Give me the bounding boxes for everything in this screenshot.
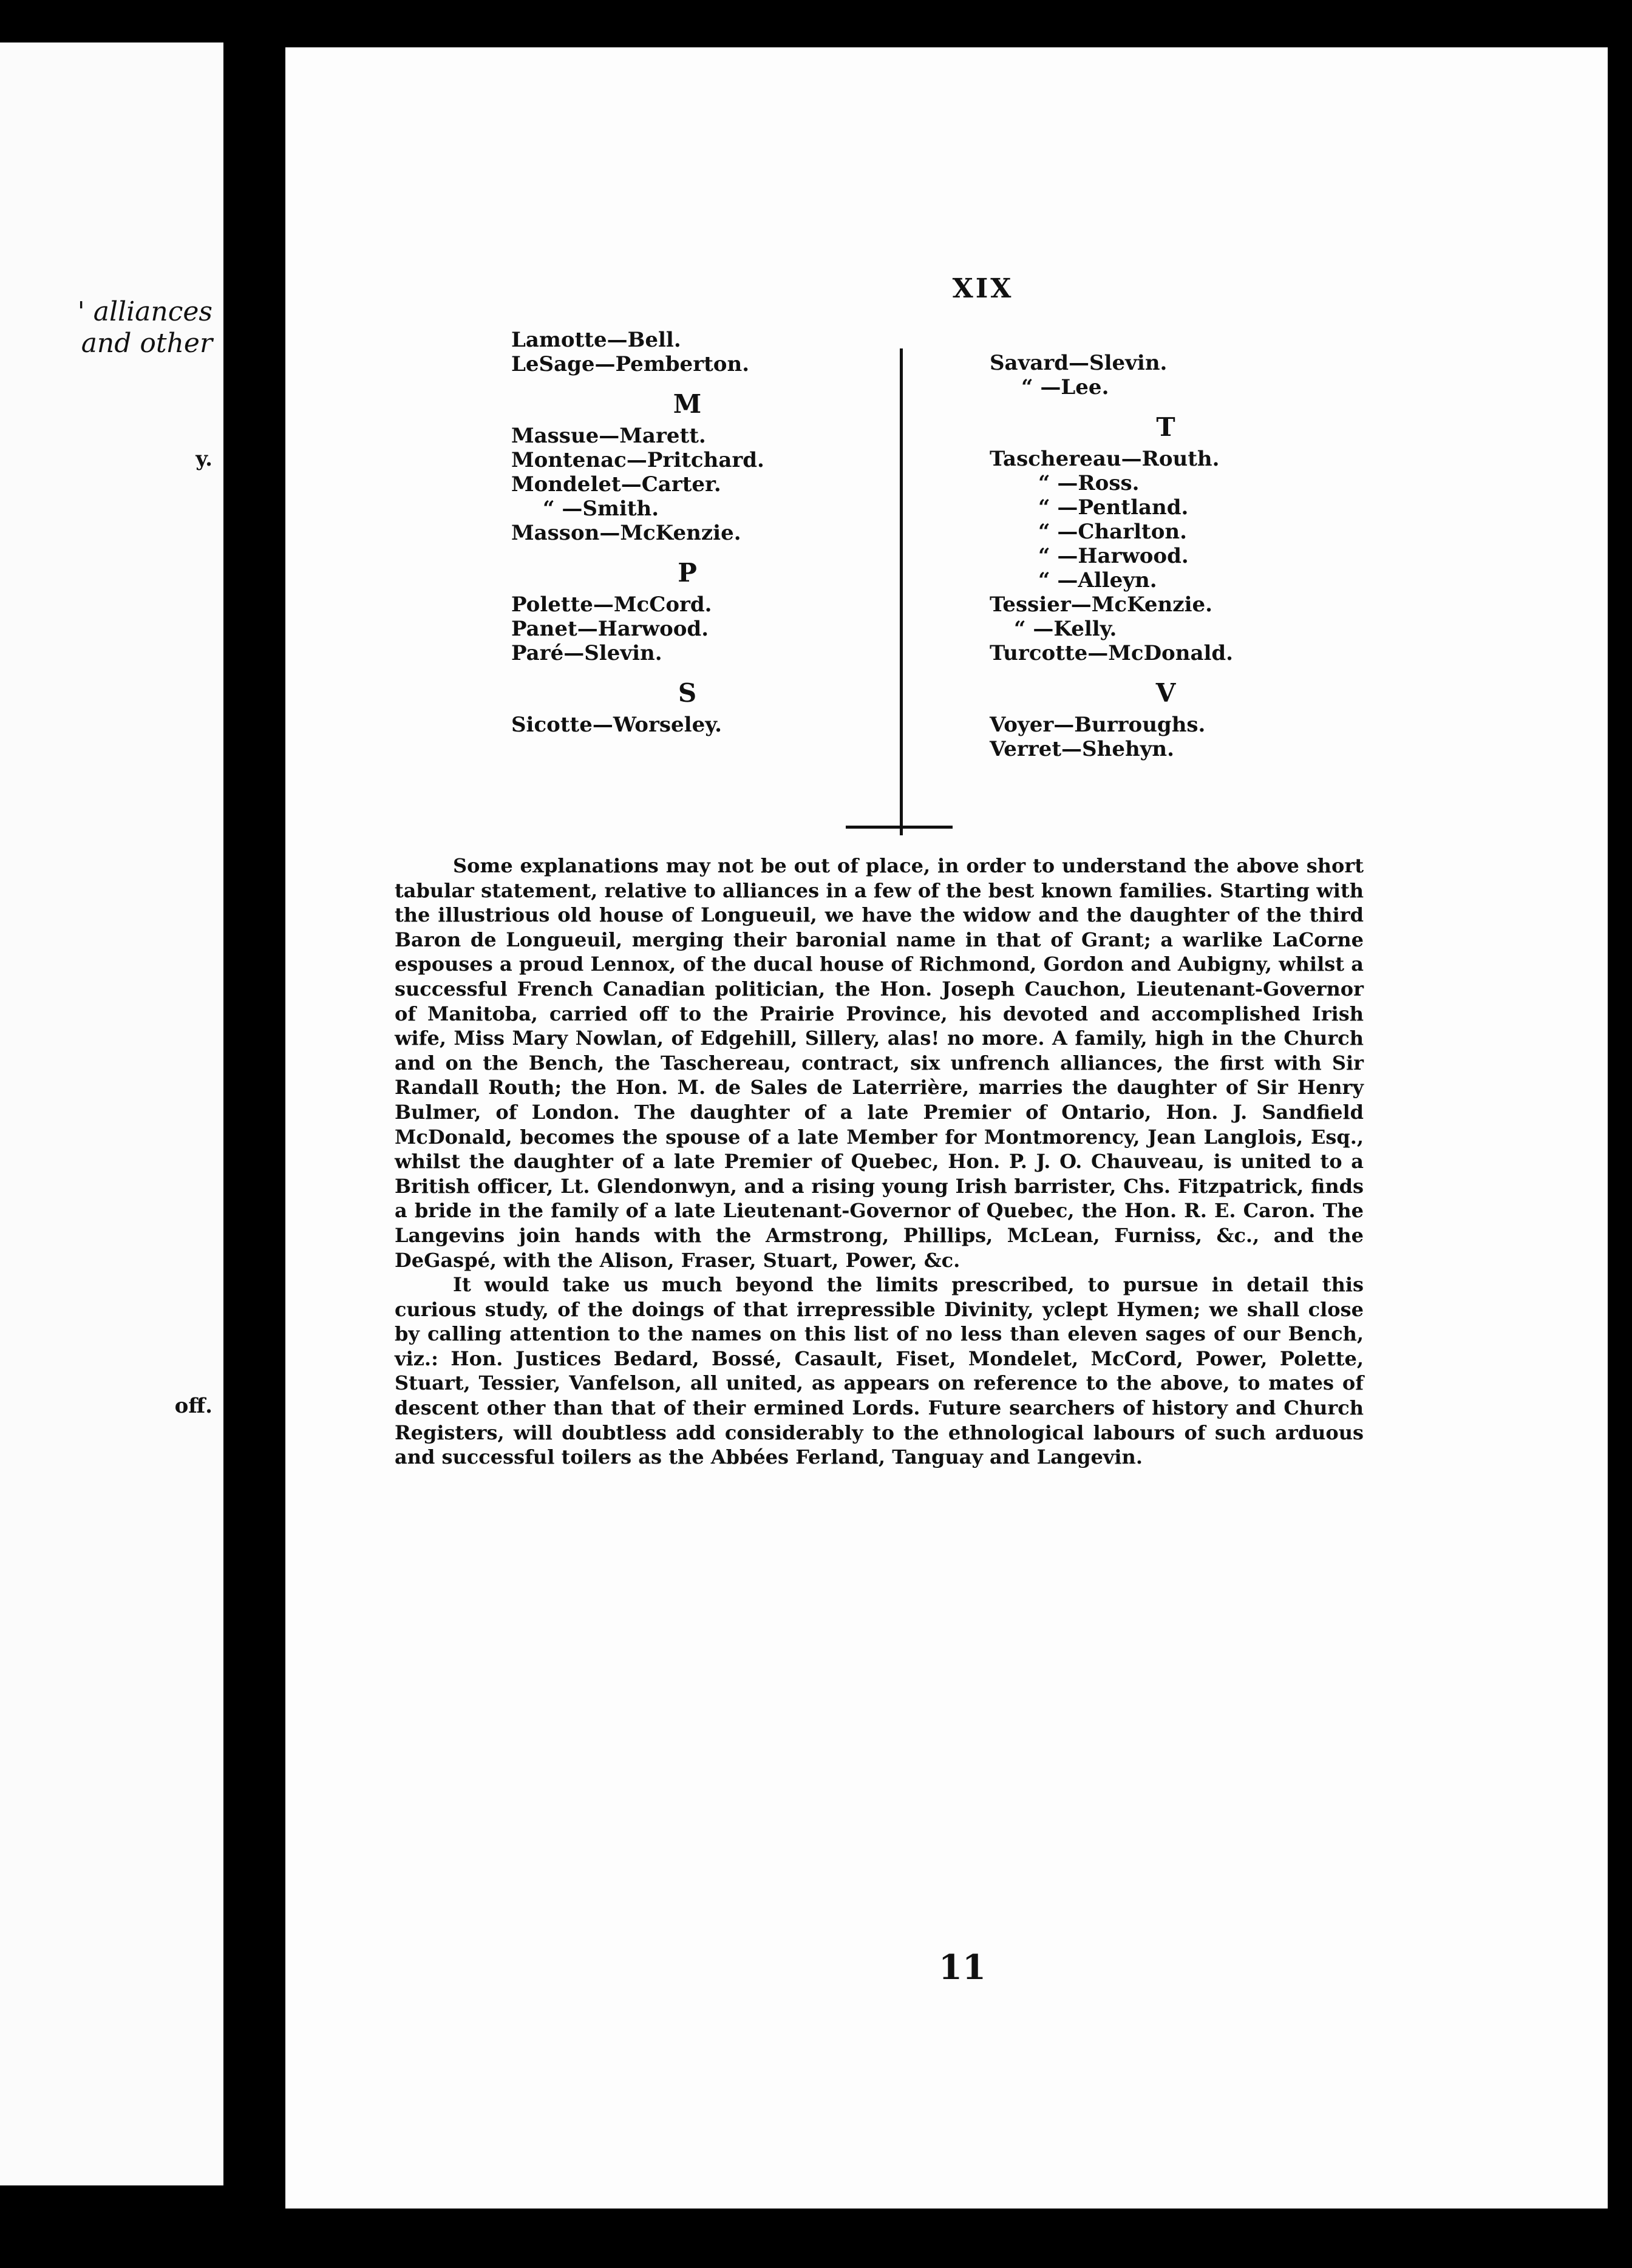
alliance-entry: Panet—Harwood. <box>511 617 709 641</box>
alliance-entry: Masson—McKenzie. <box>511 521 741 545</box>
section-divider <box>846 826 953 829</box>
alliance-entry: “ —Kelly. <box>1014 617 1117 641</box>
alliance-entry: Turcotte—McDonald. <box>990 641 1234 665</box>
paragraph: It would take us much beyond the limits prescribed, to pursue in detail this curious study, of the doings of that irrepressible Divinity, yclept Hymen; we shall close by calling attention to the names on this list of no less than eleven sages of our Bench, viz.: Hon. Justices Bedard, Bossé, Casault, Fiset, Mondelet, McCord, Power, Polette, Stuart, Tessier, Vanfelson, all united, as appears on reference to the above, to mates of descent other than that of their ermined Lords. Future searchers of history and Church Registers, will doubtless add considerably to the ethnological labours of such arduous and successful toilers as the Abbées Ferland, Tanguay and Langevin. <box>395 1273 1364 1469</box>
left-page-fragment: and other <box>81 328 212 359</box>
alliance-entry: “ —Lee. <box>1021 375 1109 399</box>
alliance-entry: Verret—Shehyn. <box>990 737 1174 761</box>
left-alliance-column <box>511 328 827 737</box>
alliance-entry: “ —Pentland. <box>1038 495 1189 520</box>
alliance-entry: LeSage—Pemberton. <box>511 352 750 376</box>
folio-heading: XIX <box>952 273 1014 304</box>
alliance-entry: Polette—McCord. <box>511 592 712 617</box>
alliance-entry: “ —Charlton. <box>1038 520 1187 544</box>
alliance-entry: Sicotte—Worseley. <box>511 713 722 737</box>
column-divider <box>900 348 903 835</box>
alliance-entry: “ —Smith. <box>543 497 659 521</box>
section-letter: T <box>1156 412 1175 442</box>
document-page <box>285 47 1608 2209</box>
alliance-entry: Lamotte—Bell. <box>511 328 681 352</box>
alliance-entry: “ —Alleyn. <box>1038 568 1157 592</box>
right-alliance-column <box>990 351 1305 761</box>
alliance-entry: Tessier—McKenzie. <box>990 592 1212 617</box>
explanation-text <box>395 854 1364 1470</box>
left-page-fragment: y. <box>195 447 212 471</box>
alliance-entry: Savard—Slevin. <box>990 351 1168 375</box>
page-number: 11 <box>939 1947 986 1988</box>
alliance-entry: “ —Harwood. <box>1038 544 1189 568</box>
alliance-entry: Taschereau—Routh. <box>990 447 1220 471</box>
section-letter: M <box>673 389 702 419</box>
alliance-entry: Massue—Marett. <box>511 424 706 448</box>
left-page-fragment: off. <box>174 1394 212 1418</box>
alliance-entry: Mondelet—Carter. <box>511 472 721 497</box>
alliance-entry: Voyer—Burroughs. <box>990 713 1206 737</box>
paragraph: Some explanations may not be out of place, in order to understand the above short tabular statement, relative to alliances in a few of the best known families. Starting with the illustrious old house of Longueuil, we have the widow and the daughter of the third Baron de Longueuil, merging their baronial name in that of Grant; a warlike LaCorne espouses a proud Lennox, of the ducal house of Richmond, Gordon and Aubigny, whilst a successful French Canadian politician, the Hon. Joseph Cauchon, Lieutenant-Governor of Manitoba, carried off to the Prairie Province, his devoted and accomplished Irish wife, Miss Mary Nowlan, of Edgehill, Sillery, alas! no more. A family, high in the Church and on the Bench, the Taschereau, contract, six unfrench alliances, the first with Sir Randall Routh; the Hon. M. de Sales de Laterrière, marries the daughter of Sir Henry Bulmer, of London. The daughter of a late Premier of Ontario, Hon. J. Sandfield McDonald, becomes the spouse of a late Member for Montmorency, Jean Langlois, Esq., whilst the daughter of a late Premier of Quebec, Hon. P. J. O. Chauveau, is united to a British officer, Lt. Glendonwyn, and a rising young Irish barrister, Chs. Fitzpatrick, finds a bride in the family of a late Lieutenant-Governor of Quebec, the Hon. R. E. Caron. The Langevins join hands with the Armstrong, Phillips, McLean, Furniss, &c., and the DeGaspé, with the Alison, Fraser, Stuart, Power, &c. <box>395 854 1364 1272</box>
section-letter: V <box>1155 678 1176 708</box>
alliance-entry: Montenac—Pritchard. <box>511 448 764 472</box>
left-page-fragment: ' alliances <box>77 296 212 327</box>
section-letter: S <box>678 678 697 708</box>
alliance-entry: “ —Ross. <box>1038 471 1140 495</box>
left-facing-page <box>0 42 223 2185</box>
alliance-entry: Paré—Slevin. <box>511 641 662 665</box>
section-letter: P <box>678 558 697 588</box>
